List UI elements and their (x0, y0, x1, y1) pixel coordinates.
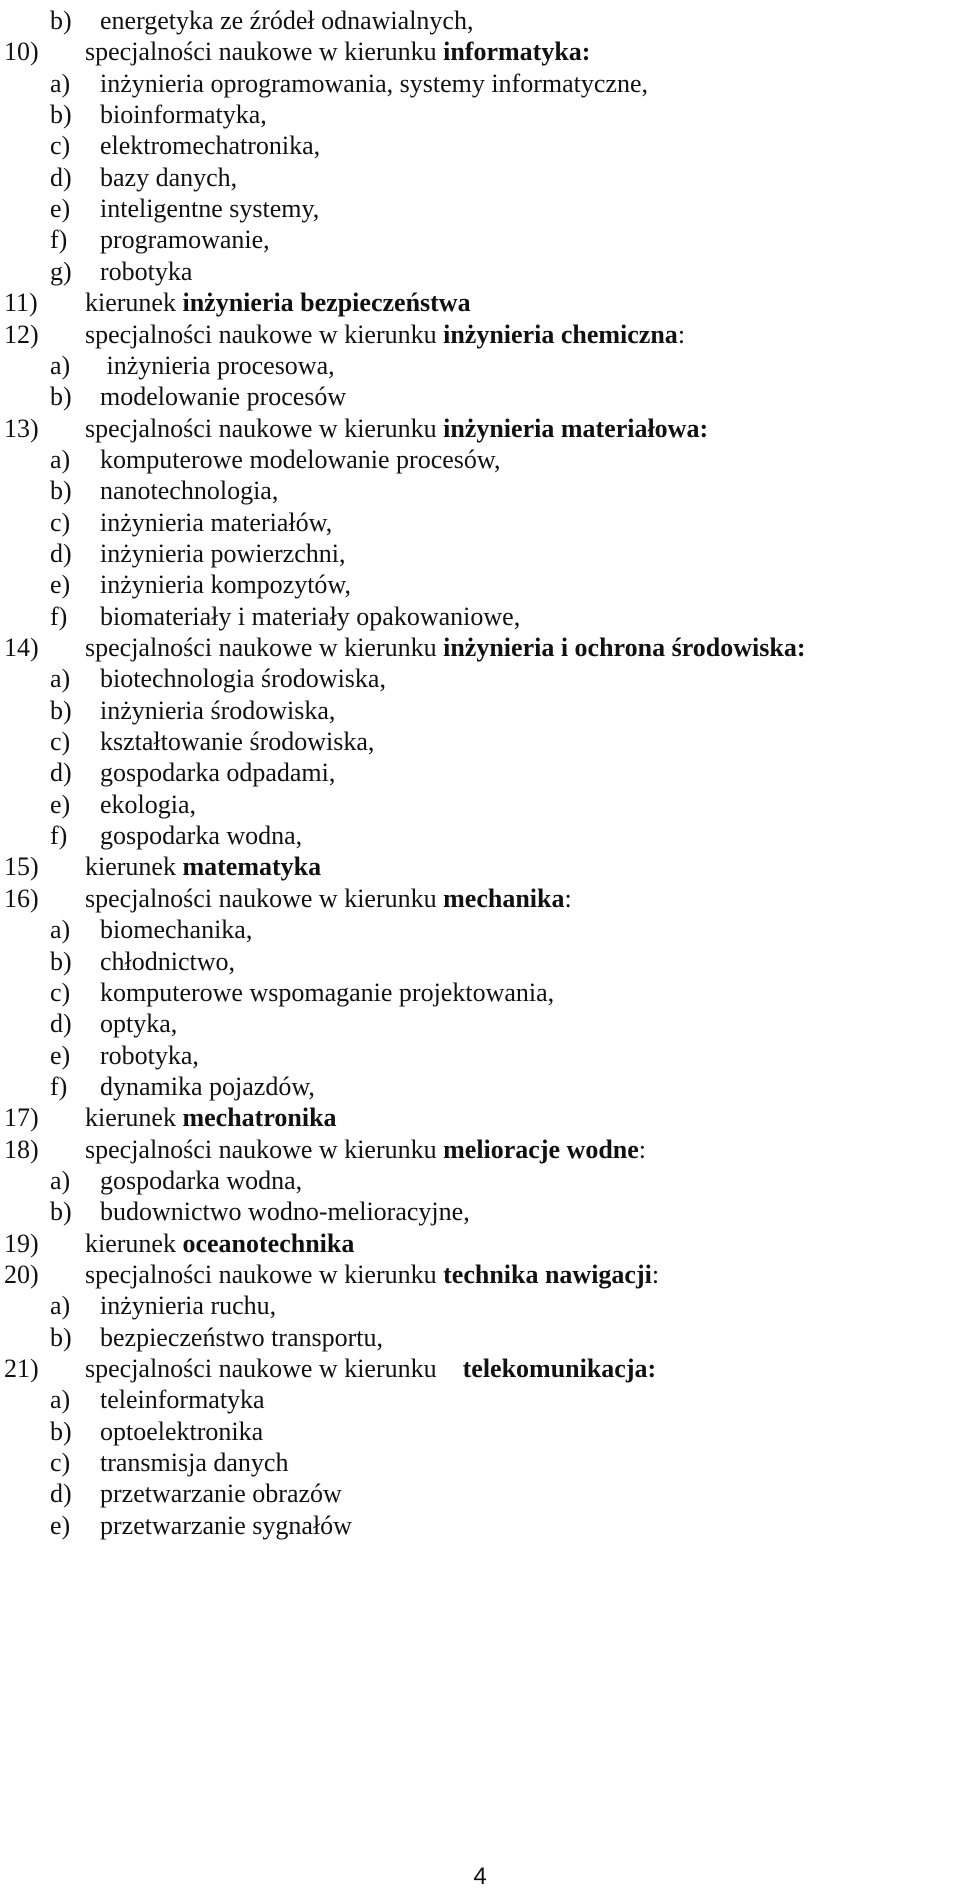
item-number: 19) (4, 1228, 39, 1258)
subitem-letter: c) (50, 977, 71, 1007)
subitem-letter: a) (50, 1165, 71, 1195)
field-name: inżynieria materiałowa: (443, 413, 709, 443)
subitem-letter: g) (50, 256, 72, 286)
subitem-letter: c) (50, 1448, 71, 1478)
subitem-text: gospodarka odpadami, (100, 758, 336, 788)
subitem-letter: b) (50, 695, 72, 725)
item-number: 15) (4, 852, 39, 882)
field-name: melioracje wodne (443, 1134, 639, 1164)
subitem-letter: f) (50, 821, 68, 851)
subitem-text: inżynieria kompozytów, (100, 570, 352, 600)
field-name: technika nawigacji (443, 1260, 652, 1289)
item-number: 14) (4, 633, 39, 662)
item-number: 10) (4, 37, 39, 67)
subitem-text: przetwarzanie obrazów (100, 1479, 342, 1509)
subitem-text: modelowanie procesów (100, 382, 347, 412)
subitem-letter: d) (50, 758, 72, 788)
field-name: inżynieria chemiczna (443, 319, 678, 349)
item-lead-text: specjalności naukowe w kierunku (85, 37, 444, 67)
item-trailing-text: : (677, 319, 686, 349)
subitem-letter: e) (50, 789, 71, 819)
item-number: 21) (4, 1354, 39, 1384)
subitem-text: bezpieczeństwo transportu, (100, 1322, 384, 1352)
subitem-text: bazy danych, (100, 162, 238, 192)
subitem-text: gospodarka wodna, (100, 1165, 303, 1195)
item-lead-text: kierunek (85, 288, 183, 318)
subitem-letter: d) (50, 1479, 72, 1509)
subitem-text: dynamika pojazdów, (100, 1071, 315, 1101)
subitem-text: biomechanika, (100, 915, 253, 945)
subitem-text: inżynieria oprogramowania, systemy informatyczne, (100, 68, 648, 98)
field-name: oceanotechnika (182, 1228, 355, 1258)
subitem-letter: d) (50, 162, 72, 192)
subitem-text: biomateriały i materiały opakowaniowe, (100, 601, 521, 631)
item-lead-text: specjalności naukowe w kierunku (85, 319, 444, 349)
subitem-text: budownictwo wodno-melioracyjne, (100, 1197, 470, 1227)
subitem-letter: b) (50, 946, 72, 976)
field-name: inżynieria bezpieczeństwa (182, 288, 471, 318)
subitem-text: komputerowe modelowanie procesów, (100, 444, 501, 474)
subitem-text: teleinformatyka (100, 1385, 265, 1415)
subitem-letter: b) (50, 1197, 72, 1227)
item-number: 13) (4, 413, 39, 443)
subitem-text: inżynieria procesowa, (100, 350, 335, 380)
item-trailing-text: : (564, 883, 572, 913)
subitem-text: inżynieria ruchu, (100, 1291, 277, 1321)
subitem-letter: b) (50, 382, 72, 412)
item-number: 12) (4, 319, 39, 349)
subitem-text: inżynieria powierzchni, (100, 538, 346, 568)
subitem-letter: e) (50, 1040, 71, 1070)
subitem-letter: f) (50, 1071, 68, 1101)
subitem-letter: a) (50, 664, 71, 694)
subitem-letter: a) (50, 1385, 71, 1415)
item-number: 17) (4, 1103, 39, 1133)
field-name: informatyka: (443, 37, 591, 67)
subitem-letter: a) (50, 915, 71, 945)
subitem-letter: d) (50, 538, 72, 568)
item-lead-text: specjalności naukowe w kierunku (85, 1260, 444, 1289)
subitem-text: ekologia, (100, 789, 197, 819)
field-name: mechanika (443, 883, 565, 913)
item-trailing-text: : (638, 1134, 647, 1164)
item-number: 20) (4, 1260, 39, 1289)
subitem-letter: c) (50, 507, 71, 537)
item-number: 16) (4, 883, 39, 913)
subitem-text: kształtowanie środowiska, (100, 727, 375, 757)
item-lead-text: specjalności naukowe w kierunku (85, 1354, 437, 1384)
subitem-text: przetwarzanie sygnałów (100, 1510, 352, 1540)
subitem-text: bioinformatyka, (100, 100, 267, 130)
subitem-letter: b) (50, 476, 72, 506)
subitem-text: nanotechnologia, (100, 476, 279, 506)
item-lead-text: kierunek (85, 1228, 183, 1258)
subitem-text: gospodarka wodna, (100, 821, 303, 851)
subitem-letter: f) (50, 601, 68, 631)
item-lead-text: specjalności naukowe w kierunku (85, 883, 444, 913)
subitem-letter: a) (50, 68, 71, 98)
field-name: inżynieria i ochrona środowiska: (443, 633, 806, 662)
item-trailing-text: : (651, 1260, 660, 1289)
subitem-text: komputerowe wspomaganie projektowania, (100, 977, 555, 1007)
subitem-text: inteligentne systemy, (100, 194, 320, 224)
subitem-text: robotyka, (100, 1040, 199, 1070)
subitem-letter: e) (50, 194, 71, 224)
item-lead-text: specjalności naukowe w kierunku (85, 413, 444, 443)
item-number: 11) (4, 288, 38, 318)
field-name: mechatronika (182, 1103, 337, 1133)
subitem-letter: a) (50, 444, 71, 474)
subitem-letter: b) (50, 1322, 72, 1352)
page-number: 4 (473, 1863, 487, 1890)
subitem-text: inżynieria środowiska, (100, 695, 336, 725)
item-number: 18) (4, 1134, 39, 1164)
subitem-text: inżynieria materiałów, (100, 507, 333, 537)
item-lead-text: kierunek (85, 852, 183, 882)
item-lead-text: specjalności naukowe w kierunku (85, 1134, 444, 1164)
subitem-letter: d) (50, 1009, 72, 1039)
subitem-letter: e) (50, 570, 71, 600)
subitem-letter: f) (50, 225, 68, 255)
subitem-letter: a) (50, 350, 71, 380)
subitem-text: programowanie, (100, 225, 270, 255)
subitem-text: elektromechatronika, (100, 131, 321, 161)
subitem-letter: b) (50, 100, 72, 130)
item-lead-text: kierunek (85, 1103, 183, 1133)
field-name: telekomunikacja: (462, 1354, 657, 1384)
item-lead-text: specjalności naukowe w kierunku (85, 633, 444, 662)
subitem-text: biotechnologia środowiska, (100, 664, 386, 694)
subitem-letter: c) (50, 727, 71, 757)
subitem-text: robotyka (100, 256, 193, 286)
subitem-text: transmisja danych (100, 1448, 289, 1478)
subitem-letter: b) (50, 1416, 72, 1446)
subitem-text: energetyka ze źródeł odnawialnych, (100, 6, 474, 35)
subitem-text: optyka, (100, 1009, 178, 1039)
subitem-text: chłodnictwo, (100, 946, 236, 976)
subitem-letter: b) (50, 6, 72, 35)
subitem-text: optoelektronika (100, 1416, 264, 1446)
field-name: matematyka (182, 852, 322, 882)
subitem-letter: a) (50, 1291, 71, 1321)
subitem-letter: c) (50, 131, 71, 161)
subitem-letter: e) (50, 1510, 71, 1540)
